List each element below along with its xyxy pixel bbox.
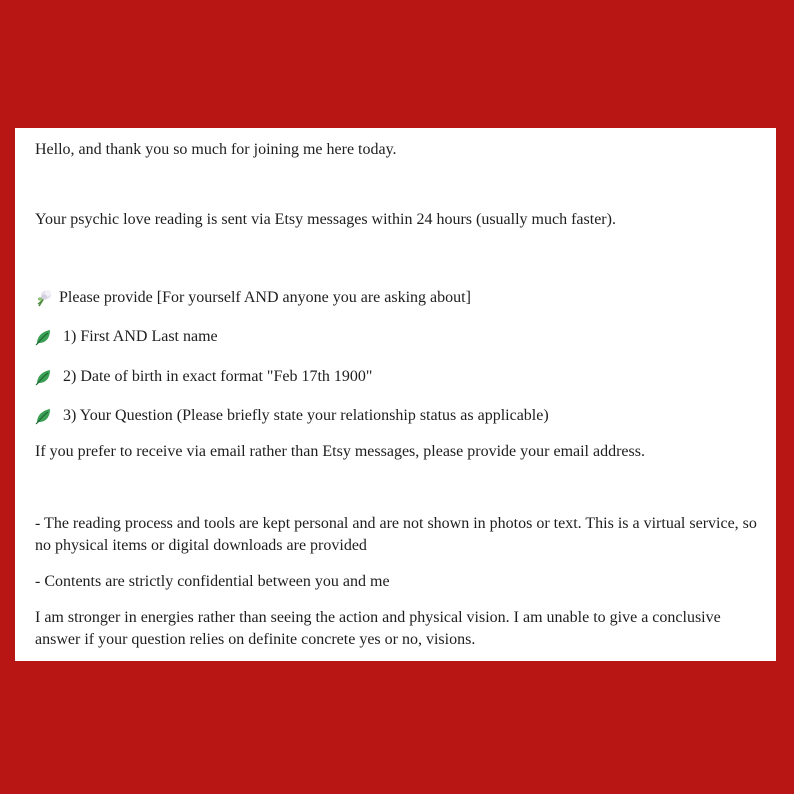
list-item-text: 1) First AND Last name	[63, 328, 218, 345]
delivery-text: Your psychic love reading is sent via Etsy messages within 24 hours (usually much faster).	[35, 211, 616, 228]
process-note: - The reading process and tools are kept personal and are not shown in photos or text. This is a virtual service, so no physical items or digital downloads are provided	[35, 515, 757, 554]
energies-note: I am stronger in energies rather than seeing the action and physical vision. I am unable to give a conclusive answer if your question relies on definite concrete yes or no, visions.	[35, 609, 721, 648]
leaf-icon	[35, 368, 53, 386]
leaf-icon	[35, 407, 53, 425]
list-item-text: 3) Your Question (Please briefly state your relationship status as applicable)	[63, 407, 549, 424]
provide-heading-text: Please provide [For yourself AND anyone you are asking about]	[59, 289, 471, 306]
list-item-dob	[35, 366, 775, 388]
list-item-question	[35, 405, 775, 427]
email-note: If you prefer to receive via email rather than Etsy messages, please provide your email address.	[35, 443, 645, 460]
message-card	[15, 128, 776, 661]
bouquet-icon	[35, 289, 53, 307]
greeting-text: Hello, and thank you so much for joining me here today.	[35, 141, 397, 158]
leaf-icon	[35, 328, 53, 346]
provide-heading	[35, 287, 775, 309]
confidential-note: - Contents are strictly confidential between you and me	[35, 573, 390, 590]
list-item-name	[35, 326, 775, 348]
list-item-text: 2) Date of birth in exact format "Feb 17th 1900"	[63, 368, 373, 385]
